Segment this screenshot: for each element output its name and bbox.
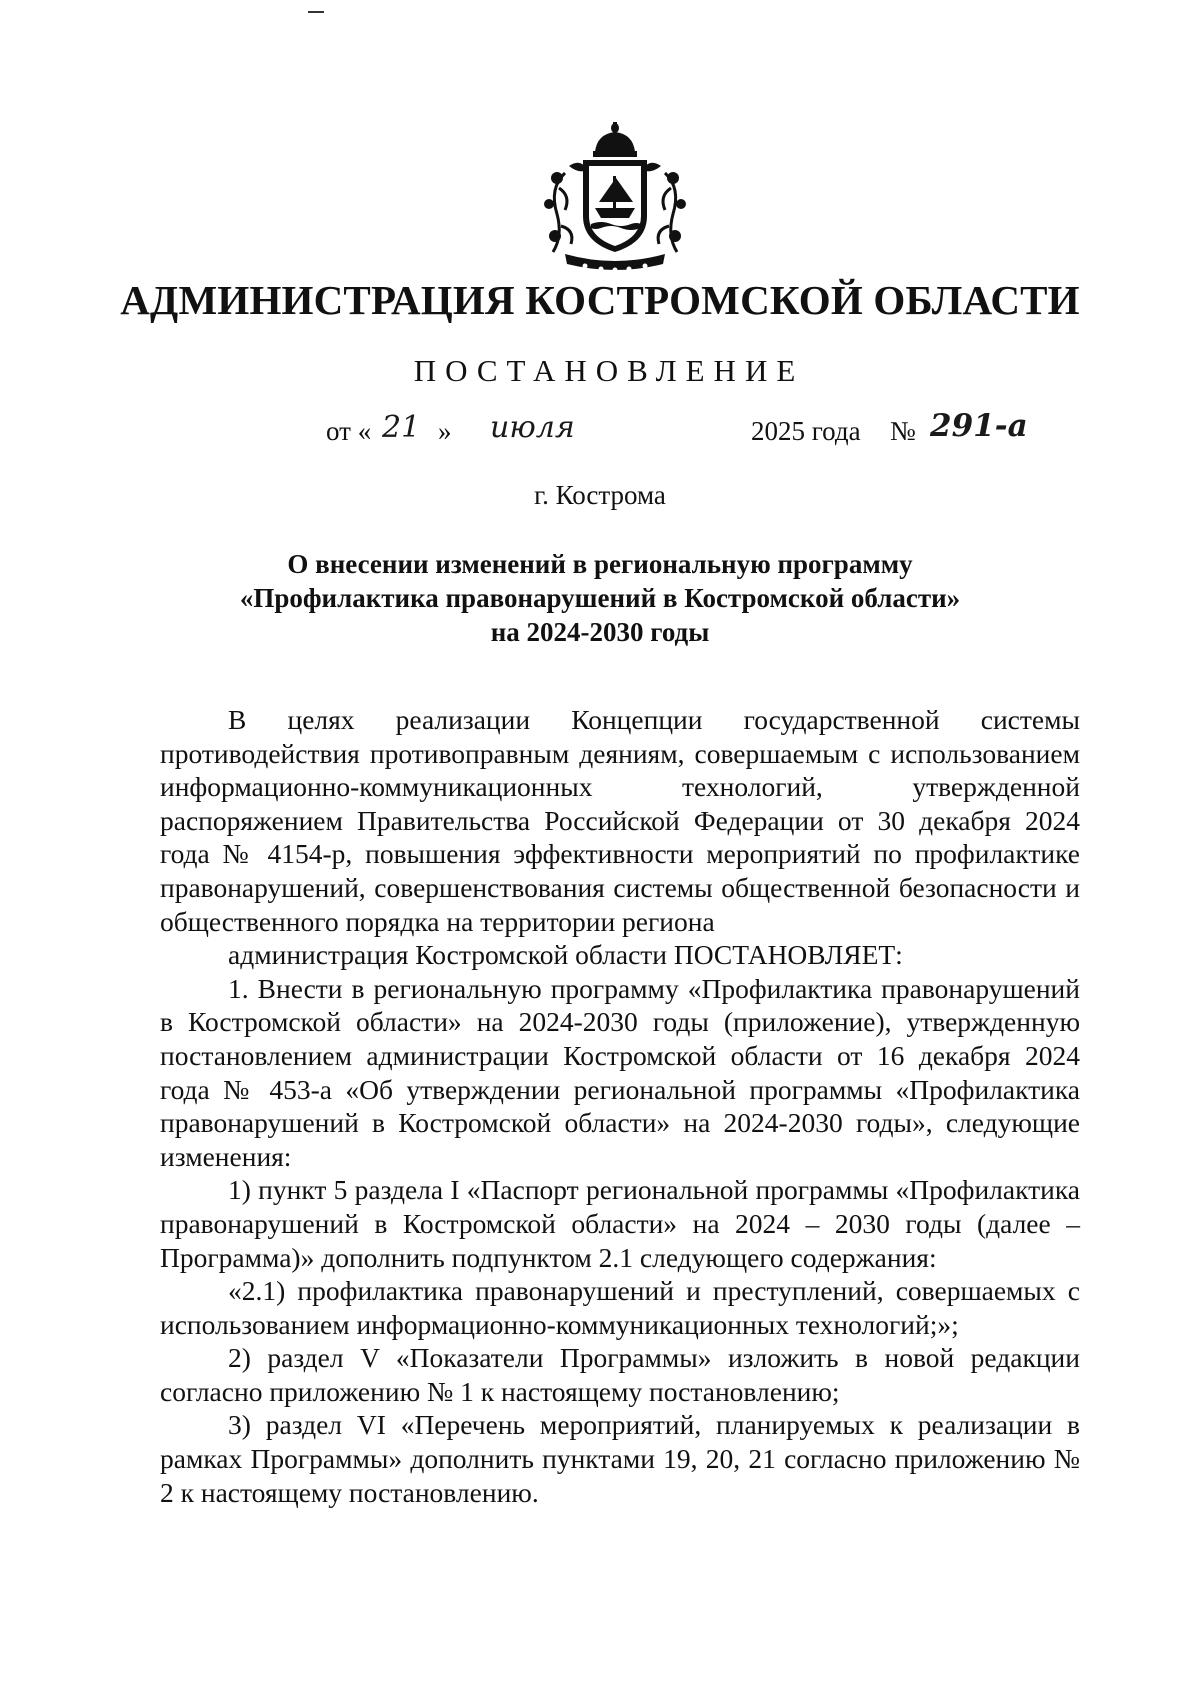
body-paragraph: 1. Внести в региональную программу «Профилактика правонарушений в Костромской области» на 2024-2030 годы (приложение), утвержденную постановлением администрации Костромской области от 16 декабря 2024 года № 453-а «Об утверждении региональной программы «Профилактика правонарушений в Костромской области» на 2024-2030 годы», следующие изменения: xyxy=(160,972,1080,1172)
date-month-handwritten: июля xyxy=(490,410,575,445)
date-year: 2025 года xyxy=(751,416,861,446)
document-body xyxy=(160,703,1080,1509)
body-paragraph: 1) пункт 5 раздела I «Паспорт региональной программы «Профилактика правонарушений в Костромской области» на 2024 – 2030 годы (далее – Программа)» дополнить подпунктом 2.1 следующего содержания: xyxy=(160,1174,1080,1273)
date-quote-close: » xyxy=(438,416,452,446)
date-prefix: от « xyxy=(326,416,372,446)
organization-title: АДМИНИСТРАЦИЯ КОСТРОМСКОЙ ОБЛАСТИ xyxy=(120,277,1080,323)
body-paragraph: администрация Костромской области ПОСТАНОВЛЯЕТ: xyxy=(228,939,903,971)
date-day-handwritten: 21 xyxy=(382,410,421,445)
body-paragraph: В целях реализации Концепции государственной системы противодействия противоправным деяниям, совершаемым с использованием информационно-коммуникационных технологий, утвержденной распоряжением Правительства Российской Федерации от 30 декабря 2024 года № 4154-р, повышения эффективности мероприятий по профилактике правонарушений, совершенствования системы общественной безопасности и общественного порядка на территории региона xyxy=(160,704,1080,937)
body-paragraph: 2) раздел V «Показатели Программы» изложить в новой редакции согласно приложению № 1 к настоящему постановлению; xyxy=(160,1342,1080,1407)
city: г. Кострома xyxy=(534,480,666,510)
subject-line: «Профилактика правонарушений в Костромской области» xyxy=(239,583,961,613)
subject-line: на 2024-2030 годы xyxy=(490,617,710,647)
kostroma-coat-of-arms-icon xyxy=(535,118,695,276)
document-type: ПОСТАНОВЛЕНИЕ xyxy=(413,353,805,388)
body-paragraph: 3) раздел VI «Перечень мероприятий, планируемых к реализации в рамках Программы» дополнить пунктами 19, 20, 21 согласно приложению № 2 к настоящему постановлению. xyxy=(160,1409,1080,1508)
number-label: № xyxy=(890,416,916,446)
subject-line: О внесении изменений в региональную программу xyxy=(287,549,913,579)
body-paragraph: «2.1) профилактика правонарушений и преступлений, совершаемых с использованием информационно-коммуникационных технологий;»; xyxy=(160,1275,1080,1340)
scan-mark xyxy=(308,11,324,13)
document-number-handwritten: 291-а xyxy=(930,408,1028,444)
date-line xyxy=(0,408,1200,462)
document-subject xyxy=(0,547,1200,649)
